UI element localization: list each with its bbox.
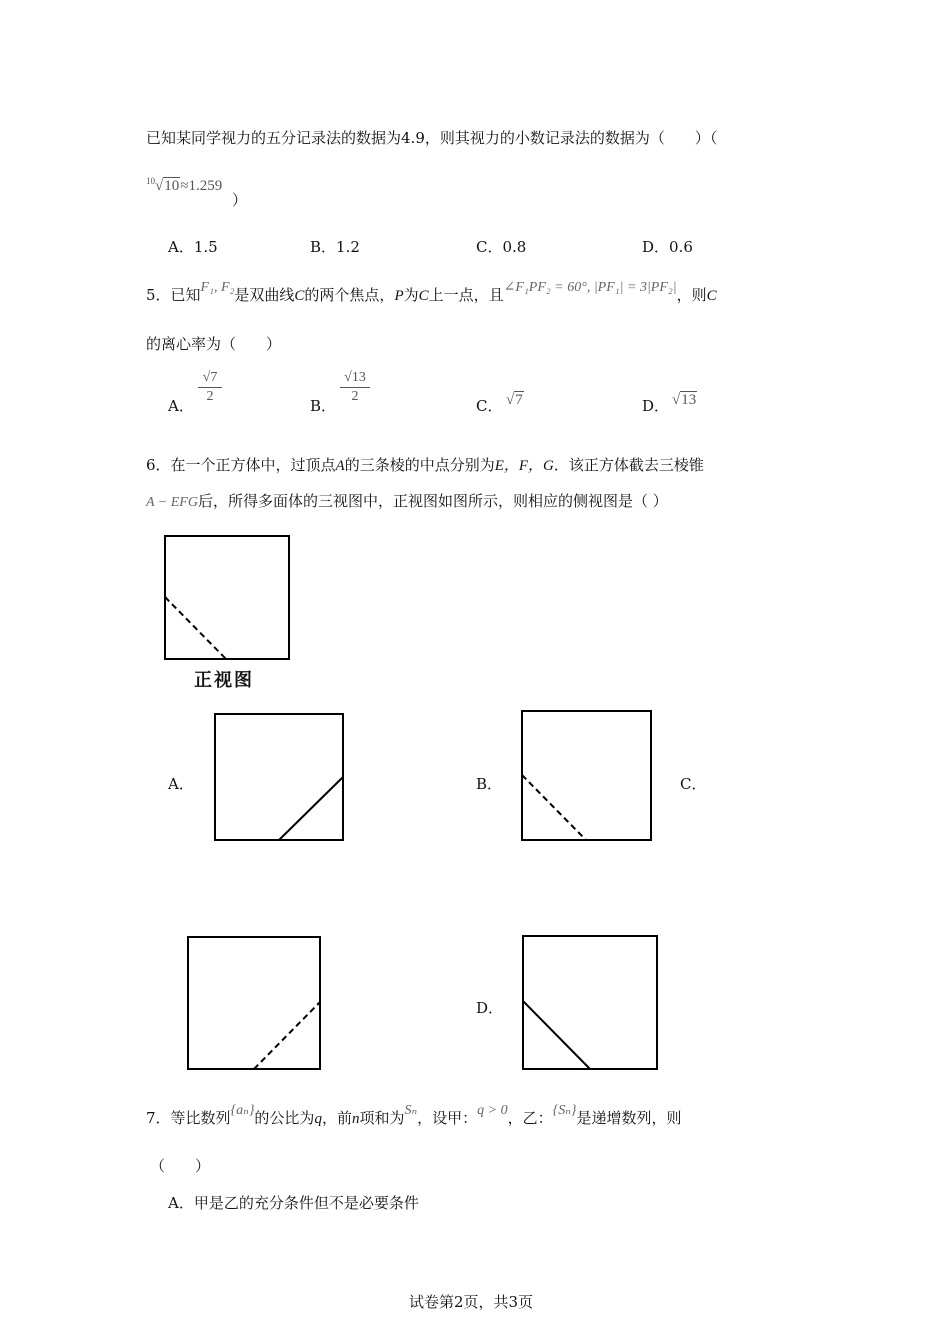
q7-text-2: ，前 — [321, 1109, 352, 1127]
q7-option-a[interactable]: A．甲是乙的充分条件但不是必要条件 — [168, 1194, 419, 1212]
q5-text-3: 为 — [403, 286, 419, 304]
q5-option-a-label[interactable]: A． — [168, 397, 194, 415]
q5-text-2: 的两个焦点， — [304, 286, 395, 304]
q5-option-b-label[interactable]: B． — [310, 397, 337, 415]
q4-stem: 已知某同学视力的五分记录法的数据为4.9，则其视力的小数记录法的数据为（ ）（ — [146, 129, 718, 147]
q5-option-c-value: √7 — [506, 392, 523, 408]
q5-var-c2: C — [418, 288, 429, 304]
q5-line2: 的离心率为（ ） — [146, 335, 282, 353]
q6-var-a: A — [335, 458, 345, 474]
q4-option-d[interactable]: D．0.6 — [642, 238, 693, 256]
q5-foci: F₁, F₂ — [200, 280, 235, 295]
page-footer: 试卷第2页，共3页 — [409, 1293, 534, 1311]
q7-prefix: 7．等比数列 — [146, 1109, 231, 1127]
q6-points: E，F，G — [494, 458, 554, 474]
front-view-caption: 正视图 — [194, 670, 254, 691]
q6-option-c[interactable]: C． — [680, 775, 707, 793]
q7-text-5: ，乙： — [507, 1109, 553, 1127]
q6-option-d[interactable]: D． — [476, 999, 504, 1017]
q7-line2: （ ） — [150, 1157, 211, 1175]
q5-var-p: P — [394, 288, 404, 304]
q5-option-a-num: √7 — [202, 370, 218, 385]
q6-pyramid: A − EFG — [146, 495, 198, 510]
q7-text-1: 的公比为 — [254, 1109, 315, 1127]
q4-hint-index: 10 — [146, 176, 155, 186]
q5-text-5: ，则 — [676, 286, 707, 304]
q5-var-c: C — [294, 288, 305, 304]
q4-option-c[interactable]: C．0.8 — [476, 238, 527, 256]
q4-option-a[interactable]: A．1.5 — [168, 238, 218, 256]
q6-text-3: ．该正方体截去三棱锥 — [553, 456, 704, 474]
q5-text-4: 上一点，且 — [428, 286, 504, 304]
q5-option-d-label[interactable]: D． — [642, 397, 670, 415]
q7-text-4: ，设甲： — [417, 1109, 478, 1127]
q7-seq: {aₙ} — [230, 1103, 255, 1118]
q5-var-c3: C — [706, 288, 717, 304]
q5-text-1: 是双曲线 — [234, 286, 295, 304]
q7-sum: Sₙ — [404, 1103, 418, 1118]
q5-option-b-num: √13 — [344, 370, 366, 385]
q5-prefix: 5．已知 — [146, 286, 201, 304]
q5-option-d-radicand: 13 — [681, 392, 697, 408]
q4-hint-rest: ≈1.259 — [180, 178, 223, 194]
q7-var-n: n — [351, 1111, 360, 1127]
q7-var-q: q — [314, 1111, 322, 1127]
q5-condition: ∠F₁PF₂ = 60°, |PF₁| = 3|PF₂| — [503, 280, 677, 295]
q4-hint-radicand: 10 — [164, 178, 180, 194]
q7-line1 — [146, 1103, 682, 1130]
q7-text-6: 是递增数列，则 — [576, 1109, 682, 1127]
q5-option-c-radicand: 7 — [515, 392, 523, 408]
q5-option-b-den: 2 — [351, 389, 359, 404]
q4-hint-formula: $^{10}$√10≈1.259 — [146, 176, 223, 194]
q7-cond: q > 0 — [477, 1103, 508, 1118]
q6-text-2: 的三条棱的中点分别为 — [344, 456, 495, 474]
q6-text-1: 6．在一个正方体中，过顶点 — [146, 456, 336, 474]
q7-seq-s: {Sₙ} — [552, 1103, 577, 1118]
q4-hint-close: ） — [232, 191, 248, 209]
q6-text-4: 后，所得多面体的三视图中，正视图如图所示，则相应的侧视图是（ ） — [197, 492, 668, 510]
q6-option-a[interactable]: A． — [168, 775, 194, 793]
q7-text-3: 项和为 — [359, 1109, 405, 1127]
q4-option-b[interactable]: B．1.2 — [310, 238, 360, 256]
q6-option-b[interactable]: B． — [476, 775, 503, 793]
q5-option-c-label[interactable]: C． — [476, 397, 503, 415]
q5-option-a-den: 2 — [206, 389, 214, 404]
q5-option-d-value: √13 — [672, 392, 697, 408]
